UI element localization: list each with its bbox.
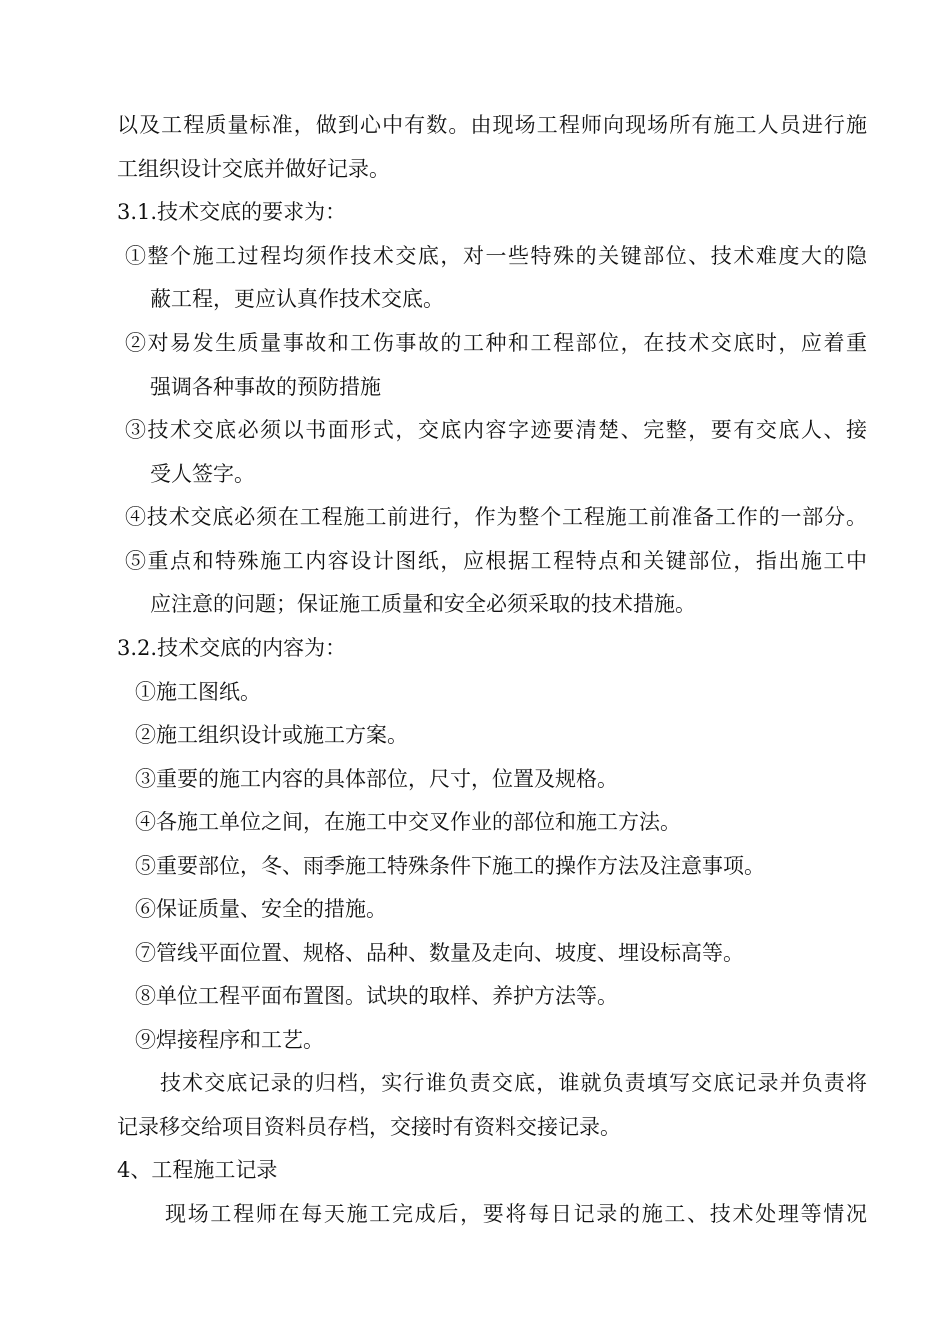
content-item-2: ②施工组织设计或施工方案。 <box>135 723 408 747</box>
archive-paragraph-line-2: 记录移交给项目资料员存档，交接时有资料交接记录。 <box>117 1115 621 1139</box>
requirement-1-line-2: 蔽工程，更应认真作技术交底。 <box>150 287 444 311</box>
intro-line-1: 以及工程质量标准，做到心中有数。由现场工程师向现场所有施工人员进行施 <box>117 113 867 137</box>
intro-line-2: 工组织设计交底并做好记录。 <box>117 157 390 181</box>
section-4-heading: 4、工程施工记录 <box>117 1158 278 1182</box>
archive-paragraph-line-1: 技术交底记录的归档，实行谁负责交底，谁就负责填写交底记录并负责将 <box>160 1071 867 1095</box>
requirement-2-line-1: ②对易发生质量事故和工伤事故的工种和工程部位，在技术交底时，应着重 <box>125 331 867 355</box>
content-item-1: ①施工图纸。 <box>135 680 261 704</box>
requirement-1-line-1: ①整个施工过程均须作技术交底，对一些特殊的关键部位、技术难度大的隐 <box>125 244 867 268</box>
requirement-3-line-2: 受人签字。 <box>150 462 255 486</box>
requirement-2-line-2: 强调各种事故的预防措施 <box>150 375 381 399</box>
content-item-7: ⑦管线平面位置、规格、品种、数量及走向、坡度、埋设标高等。 <box>135 941 744 965</box>
content-item-5: ⑤重要部位，冬、雨季施工特殊条件下施工的操作方法及注意事项。 <box>135 854 765 878</box>
content-item-3: ③重要的施工内容的具体部位，尺寸，位置及规格。 <box>135 767 618 791</box>
requirement-3-line-1: ③技术交底必须以书面形式，交底内容字迹要清楚、完整，要有交底人、接 <box>125 418 867 442</box>
content-item-4: ④各施工单位之间，在施工中交叉作业的部位和施工方法。 <box>135 810 681 834</box>
section-3-2-heading: 3.2.技术交底的内容为： <box>117 636 347 660</box>
section-3-1-heading: 3.1.技术交底的要求为： <box>117 200 347 224</box>
content-item-8: ⑧单位工程平面布置图。试块的取样、养护方法等。 <box>135 984 618 1008</box>
content-item-6: ⑥保证质量、安全的措施。 <box>135 897 387 921</box>
content-item-9: ⑨焊接程序和工艺。 <box>135 1028 324 1052</box>
section-4-paragraph-line-1: 现场工程师在每天施工完成后，要将每日记录的施工、技术处理等情况 <box>165 1202 867 1226</box>
requirement-5-line-2: 应注意的问题；保证施工质量和安全必须采取的技术措施。 <box>150 592 696 616</box>
requirement-5-line-1: ⑤重点和特殊施工内容设计图纸，应根据工程特点和关键部位，指出施工中 <box>125 549 867 573</box>
requirement-4: ④技术交底必须在工程施工前进行，作为整个工程施工前准备工作的一部分。 <box>125 505 867 529</box>
